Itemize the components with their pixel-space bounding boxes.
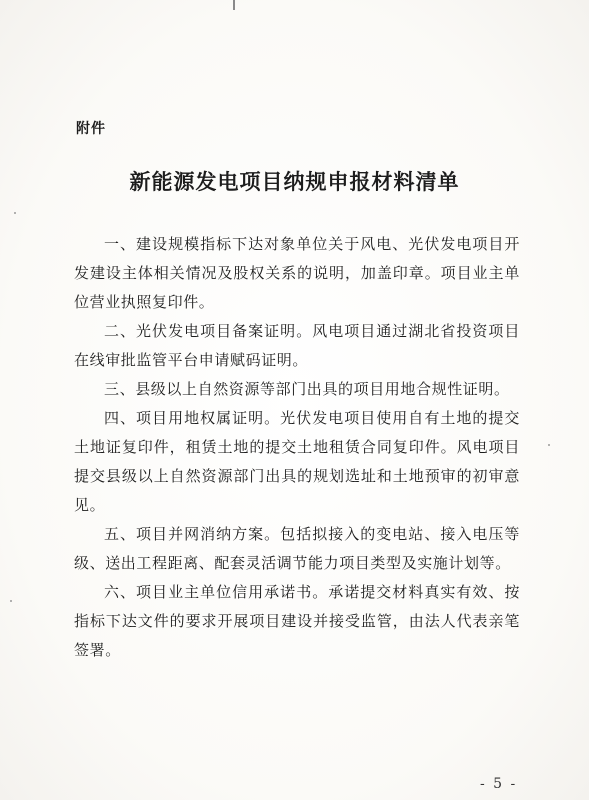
paragraph-item-2: 二、光伏发电项目备案证明。风电项目通过湖北省投资项目在线审批监管平台申请赋码证明。	[74, 322, 520, 369]
scan-speck	[14, 212, 16, 214]
document-title: 新能源发电项目纳规申报材料清单	[129, 170, 460, 194]
scan-speck	[10, 600, 12, 602]
document-body	[74, 230, 520, 665]
paragraph-item-3: 三、县级以上自然资源等部门出具的项目用地合规性证明。	[104, 380, 510, 398]
page-number: - 5 -	[480, 776, 518, 792]
attachment-label: 附件	[76, 121, 106, 137]
paragraph-item-1: 一、建设规模指标下达对象单位关于风电、光伏发电项目开发建设主体相关情况及股权关系的说明，加盖印章。项目业主单位营业执照复印件。	[74, 235, 520, 311]
paragraph-item-4: 四、项目用地权属证明。光伏发电项目使用自有土地的提交土地证复印件，租赁土地的提交土地租赁合同复印件。风电项目提交县级以上自然资源部门出具的规划选址和土地预审的初审意见。	[74, 409, 520, 514]
paragraph-item-6: 六、项目业主单位信用承诺书。承诺提交材料真实有效、按指标下达文件的要求开展项目建设并接受监管，由法人代表亲笔签署。	[74, 583, 520, 659]
scan-speck	[548, 444, 550, 446]
scan-mark	[233, 0, 235, 10]
paragraph-item-5: 五、项目并网消纳方案。包括拟接入的变电站、接入电压等级、送出工程距离、配套灵活调节能力项目类型及实施计划等。	[74, 525, 520, 572]
